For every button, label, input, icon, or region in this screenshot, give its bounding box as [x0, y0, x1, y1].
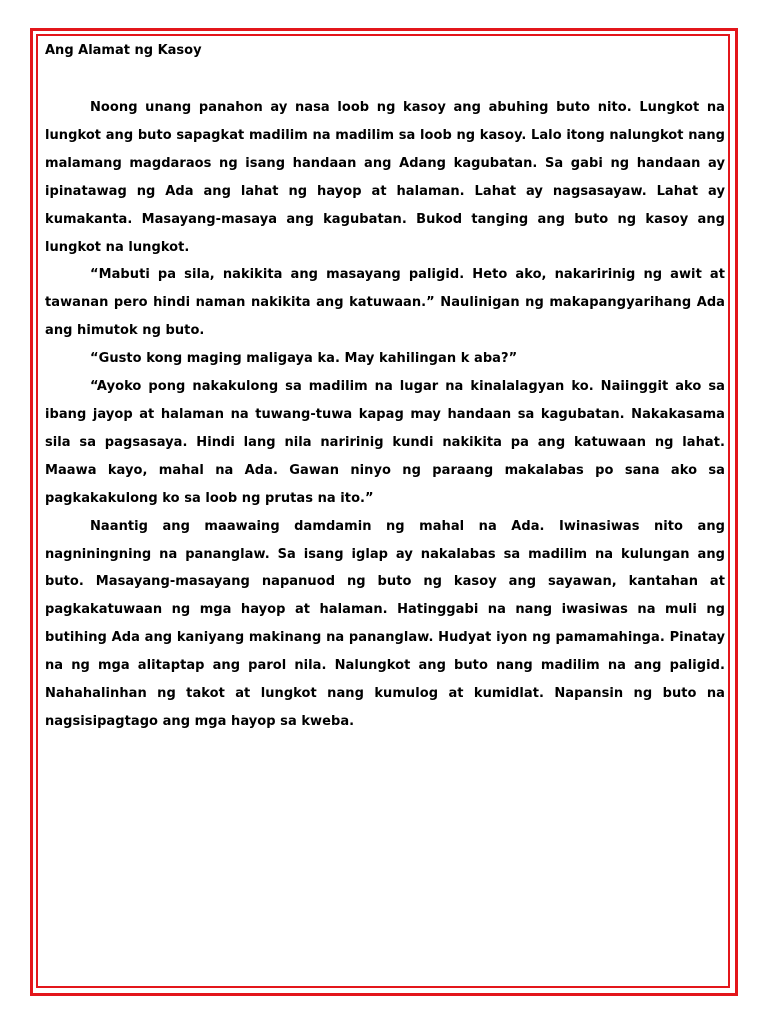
- paragraph: “Gusto kong maging maligaya ka. May kahilingan k aba?”: [90, 351, 518, 367]
- paragraph: Noong unang panahon ay nasa loob ng kasoy ang abuhing buto nito. Lungkot na lungkot ang buto sapagkat madilim na madilim sa loob ng kasoy. Lalo itong nalungkot nang malamang magdaraos ng isang handaan ang Adang kagubatan. Sa gabi ng handaan ay ipinatawag ng Ada ang lahat ng hayop at halaman. Lahat ay nagsasayaw. Lahat ay kumakanta. Masayang-masaya ang kagubatan. Bukod tanging ang buto ng kasoy ang lungkot na lungkot.: [45, 100, 725, 255]
- paragraph: “Ayoko pong nakakulong sa madilim na lugar na kinalalagyan ko. Naiinggit ako sa ibang jayop at halaman na tuwang-tuwa kapag may handaan sa kagubatan. Nakakasama sila sa pagsasaya. Hindi lang nila naririnig kundi nakikita pa ang katuwaan ng lahat. Maawa kayo, mahal na Ada. Gawan ninyo ng paraang makalabas po sana ako sa pagkakakulong ko sa loob ng prutas na ito.”: [45, 379, 725, 506]
- paragraph: Naantig ang maawaing damdamin ng mahal na Ada. Iwinasiwas nito ang nagniningning na pananglaw. Sa isang iglap ay nakalabas sa madilim na kulungan ang buto. Masayang-masayang napanuod ng buto ng kasoy ang sayawan, kantahan at pagkakatuwaan ng mga hayop at halaman. Hatinggabi na nang iwasiwas na muli ng butihing Ada ang kaniyang makinang na pananglaw. Hudyat iyon ng pamamahinga. Pinatay na ng mga alitaptap ang parol nila. Nalungkot ang buto nang madilim na ang paligid. Nahahalinhan ng takot at lungkot nang kumulog at kumidlat. Napansin ng buto na nagsisipagtago ang mga hayop sa kweba.: [45, 518, 725, 729]
- document-body: [45, 41, 725, 736]
- paragraph: “Mabuti pa sila, nakikita ang masayang paligid. Heto ako, nakaririnig ng awit at tawanan pero hindi naman nakikita ang katuwaan.” Naulinigan ng makapangyarihang Ada ang himutok ng buto.: [45, 267, 725, 339]
- document-title: Ang Alamat ng Kasoy: [45, 43, 202, 58]
